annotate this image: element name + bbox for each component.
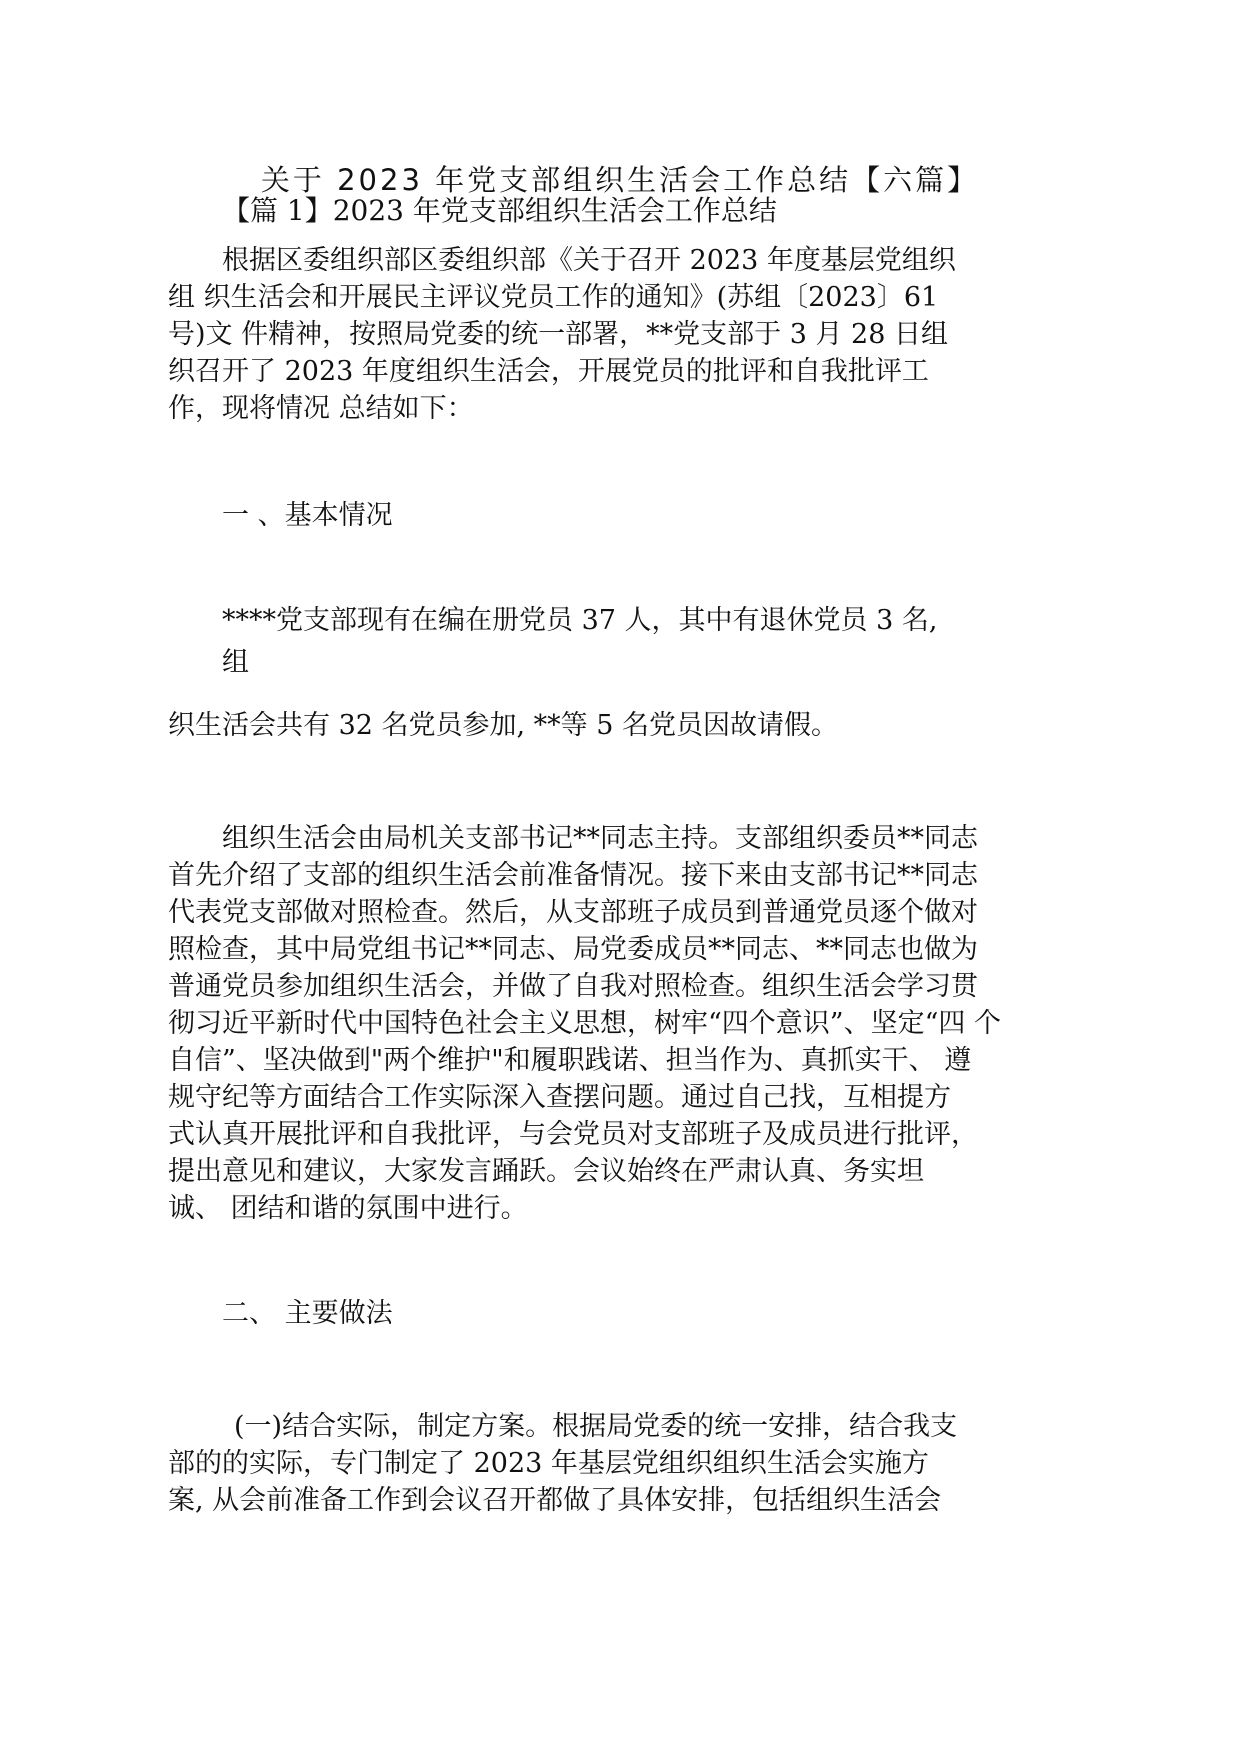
section1-line-1: ****党支部现有在编在册党员 37 人，其中有退休党员 3 名,: [222, 605, 938, 636]
intro-line-5: 作，现将情况 总结如下：: [168, 393, 474, 424]
para2-line-7: 自信”、坚决做到"两个维护"和履职践诺、担当作为、真抓实干、 遵: [168, 1045, 972, 1076]
para2-line-5: 普通党员参加组织生活会，并做了自我对照检查。组织生活会学习贯: [168, 971, 978, 1002]
para2-line-2: 首先介绍了支部的组织生活会前准备情况。接下来由支部书记**同志: [168, 860, 978, 891]
intro-line-4: 织召开了 2023 年度组织生活会，开展党员的批评和自我批评工: [168, 356, 929, 387]
para2-line-8: 规守纪等方面结合工作实际深入查摆问题。通过自己找，互相提方: [168, 1082, 951, 1113]
para2-line-3: 代表党支部做对照检查。然后，从支部班子成员到普通党员逐个做对: [168, 897, 978, 928]
section1-line-3: 织生活会共有 32 名党员参加, **等 5 名党员因故请假。: [168, 710, 839, 741]
intro-line-3: 号)文 件精神，按照局党委的统一部署，**党支部于 3 月 28 日组: [168, 319, 948, 350]
para2-line-11: 诚、 团结和谐的氛围中进行。: [168, 1193, 528, 1224]
section1-line-2: 组: [222, 647, 249, 678]
para3-line-3: 案, 从会前准备工作到会议召开都做了具体安排，包括组织生活会: [168, 1485, 942, 1516]
section-heading-basic: 一 、基本情况: [222, 500, 393, 531]
document-title: 关于 2023 年党支部组织生活会工作总结【六篇】: [260, 163, 980, 197]
para2-line-4: 照检查，其中局党组书记**同志、局党委成员**同志、**同志也做为: [168, 934, 978, 965]
section-heading-methods: 二、 主要做法: [222, 1298, 393, 1329]
intro-line-2: 组 织生活会和开展民主评议党员工作的通知》(苏组〔2023〕61: [168, 282, 939, 313]
para2-line-10: 提出意见和建议，大家发言踊跃。会议始终在严肃认真、务实坦: [168, 1156, 924, 1187]
intro-line-1: 根据区委组织部区委组织部《关于召开 2023 年度基层党组织: [222, 245, 956, 276]
para2-line-6: 彻习近平新时代中国特色社会主义思想，树牢“四个意识”、坚定“四 个: [168, 1008, 1001, 1039]
para3-line-2: 部的的实际，专门制定了 2023 年基层党组织组织生活会实施方: [168, 1448, 929, 1479]
para2-line-9: 式认真开展批评和自我批评，与会党员对支部班子及成员进行批评，: [168, 1119, 978, 1150]
article-subtitle: 【篇 1】2023 年党支部组织生活会工作总结: [222, 194, 777, 227]
para3-line-1: (一)结合实际，制定方案。根据局党委的统一安排，结合我支: [234, 1411, 958, 1442]
para2-line-1: 组织生活会由局机关支部书记**同志主持。支部组织委员**同志: [222, 823, 978, 854]
